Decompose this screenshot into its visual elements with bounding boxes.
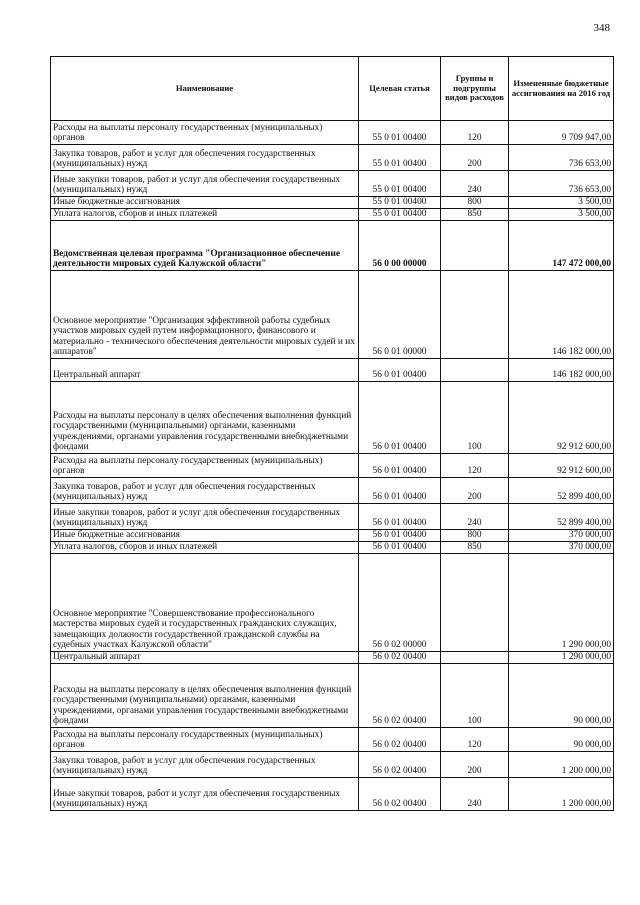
- row-target-article: 56 0 02 00400: [359, 752, 441, 778]
- table-row: [51, 209, 614, 221]
- row-amount: 90 000,00: [509, 664, 614, 728]
- row-target-article: 55 0 01 00400: [359, 145, 441, 171]
- row-name: Иные закупки товаров, работ и услуг для обеспечения государственных (муниципальных) нужд: [51, 171, 359, 197]
- row-amount: 90 000,00: [509, 728, 614, 752]
- row-target-article: 56 0 01 00400: [359, 478, 441, 504]
- table-row: [51, 752, 614, 778]
- row-expense-group: 800: [441, 197, 509, 209]
- row-name: Закупка товаров, работ и услуг для обеспечения государственных (муниципальных) нужд: [51, 478, 359, 504]
- row-expense-group: 120: [441, 728, 509, 752]
- table-row: [51, 542, 614, 554]
- header-sum: Измененные бюджетные ассигнования на 2016 год: [509, 57, 614, 121]
- row-name: Расходы на выплаты персоналу государственных (муниципальных) органов: [51, 121, 359, 145]
- row-expense-group: [441, 271, 509, 359]
- table-row: [51, 171, 614, 197]
- row-expense-group: 240: [441, 778, 509, 811]
- row-expense-group: [441, 359, 509, 382]
- row-expense-group: [441, 554, 509, 652]
- row-expense-group: 200: [441, 478, 509, 504]
- row-target-article: 55 0 01 00400: [359, 197, 441, 209]
- row-expense-group: 100: [441, 382, 509, 454]
- row-amount: 1 290 000,00: [509, 554, 614, 652]
- row-expense-group: 240: [441, 504, 509, 530]
- row-amount: 370 000,00: [509, 542, 614, 554]
- row-amount: 146 182 000,00: [509, 359, 614, 382]
- row-amount: 3 500,00: [509, 209, 614, 221]
- row-expense-group: 800: [441, 530, 509, 542]
- row-name: Ведомственная целевая программа "Организационное обеспечение деятельности мировых судей Калужской области": [51, 221, 359, 271]
- row-name: Иные закупки товаров, работ и услуг для обеспечения государственных (муниципальных) нужд: [51, 778, 359, 811]
- table-row: [51, 271, 614, 359]
- row-amount: 370 000,00: [509, 530, 614, 542]
- row-expense-group: 200: [441, 752, 509, 778]
- row-expense-group: [441, 652, 509, 664]
- row-name: Расходы на выплаты персоналу государственных (муниципальных) органов: [51, 454, 359, 478]
- row-expense-group: 850: [441, 209, 509, 221]
- row-name: Основное мероприятие "Совершенствование профессионального мастерства мировых судей и государственных гражданских служащих, замещающих должности государственной гражданской службы на судебных участках Калужской области": [51, 554, 359, 652]
- row-target-article: 56 0 02 00400: [359, 652, 441, 664]
- table-row: [51, 454, 614, 478]
- table-row: [51, 221, 614, 271]
- row-target-article: 56 0 02 00400: [359, 664, 441, 728]
- row-target-article: 56 0 02 00400: [359, 728, 441, 752]
- row-name: Иные бюджетные ассигнования: [51, 197, 359, 209]
- row-amount: 52 899 400,00: [509, 504, 614, 530]
- row-expense-group: 200: [441, 145, 509, 171]
- row-target-article: 56 0 01 00000: [359, 271, 441, 359]
- row-amount: 146 182 000,00: [509, 271, 614, 359]
- row-target-article: 56 0 00 00000: [359, 221, 441, 271]
- row-target-article: 56 0 01 00400: [359, 382, 441, 454]
- table-row: [51, 664, 614, 728]
- row-target-article: 56 0 01 00400: [359, 359, 441, 382]
- row-expense-group: [441, 221, 509, 271]
- row-target-article: 56 0 02 00000: [359, 554, 441, 652]
- row-name: Иные бюджетные ассигнования: [51, 530, 359, 542]
- table-header-row: [51, 57, 614, 121]
- row-name: Центральный аппарат: [51, 652, 359, 664]
- table-row: [51, 778, 614, 811]
- row-amount: 1 290 000,00: [509, 652, 614, 664]
- table-row: [51, 121, 614, 145]
- table-row: [51, 197, 614, 209]
- row-target-article: 56 0 02 00400: [359, 778, 441, 811]
- table-row: [51, 530, 614, 542]
- row-amount: 92 912 600,00: [509, 382, 614, 454]
- row-name: Расходы на выплаты персоналу в целях обеспечения выполнения функций государственными (муниципальными) органами, казенными учреждениями, органами управления государственными внебюджетными фондами: [51, 664, 359, 728]
- row-expense-group: 120: [441, 121, 509, 145]
- table-row: [51, 359, 614, 382]
- page-number: 348: [593, 22, 610, 34]
- row-amount: 9 709 947,00: [509, 121, 614, 145]
- row-expense-group: 100: [441, 664, 509, 728]
- row-target-article: 56 0 01 00400: [359, 504, 441, 530]
- row-name: Расходы на выплаты персоналу государственных (муниципальных) органов: [51, 728, 359, 752]
- header-group: Группы и подгруппы видов расходов: [441, 57, 509, 121]
- row-amount: 52 899 400,00: [509, 478, 614, 504]
- header-code: Целевая статья: [359, 57, 441, 121]
- table-row: [51, 504, 614, 530]
- row-target-article: 55 0 01 00400: [359, 209, 441, 221]
- row-amount: 736 653,00: [509, 171, 614, 197]
- row-amount: 1 200 000,00: [509, 778, 614, 811]
- row-expense-group: 240: [441, 171, 509, 197]
- row-name: Закупка товаров, работ и услуг для обеспечения государственных (муниципальных) нужд: [51, 752, 359, 778]
- row-name: Основное мероприятие "Организация эффективной работы судебных участков мировых судей путем информационного, финансового и материально - технического обеспечения деятельности мировых судей и их аппаратов": [51, 271, 359, 359]
- row-target-article: 56 0 01 00400: [359, 454, 441, 478]
- row-name: Иные закупки товаров, работ и услуг для обеспечения государственных (муниципальных) нужд: [51, 504, 359, 530]
- table-row: [51, 652, 614, 664]
- row-amount: 92 912 600,00: [509, 454, 614, 478]
- row-target-article: 55 0 01 00400: [359, 171, 441, 197]
- budget-table: [50, 56, 614, 811]
- row-amount: 1 200 000,00: [509, 752, 614, 778]
- row-expense-group: 850: [441, 542, 509, 554]
- row-amount: 147 472 000,00: [509, 221, 614, 271]
- table-row: [51, 382, 614, 454]
- row-amount: 3 500,00: [509, 197, 614, 209]
- row-name: Уплата налогов, сборов и иных платежей: [51, 209, 359, 221]
- header-name: Наименование: [51, 57, 359, 121]
- table-row: [51, 145, 614, 171]
- row-amount: 736 653,00: [509, 145, 614, 171]
- row-target-article: 55 0 01 00400: [359, 121, 441, 145]
- table-row: [51, 554, 614, 652]
- row-target-article: 56 0 01 00400: [359, 530, 441, 542]
- row-expense-group: 120: [441, 454, 509, 478]
- table-row: [51, 478, 614, 504]
- row-name: Закупка товаров, работ и услуг для обеспечения государственных (муниципальных) нужд: [51, 145, 359, 171]
- table-row: [51, 728, 614, 752]
- row-name: Уплата налогов, сборов и иных платежей: [51, 542, 359, 554]
- row-target-article: 56 0 01 00400: [359, 542, 441, 554]
- row-name: Расходы на выплаты персоналу в целях обеспечения выполнения функций государственными (муниципальными) органами, казенными учреждениями, органами управления государственными внебюджетными фондами: [51, 382, 359, 454]
- row-name: Центральный аппарат: [51, 359, 359, 382]
